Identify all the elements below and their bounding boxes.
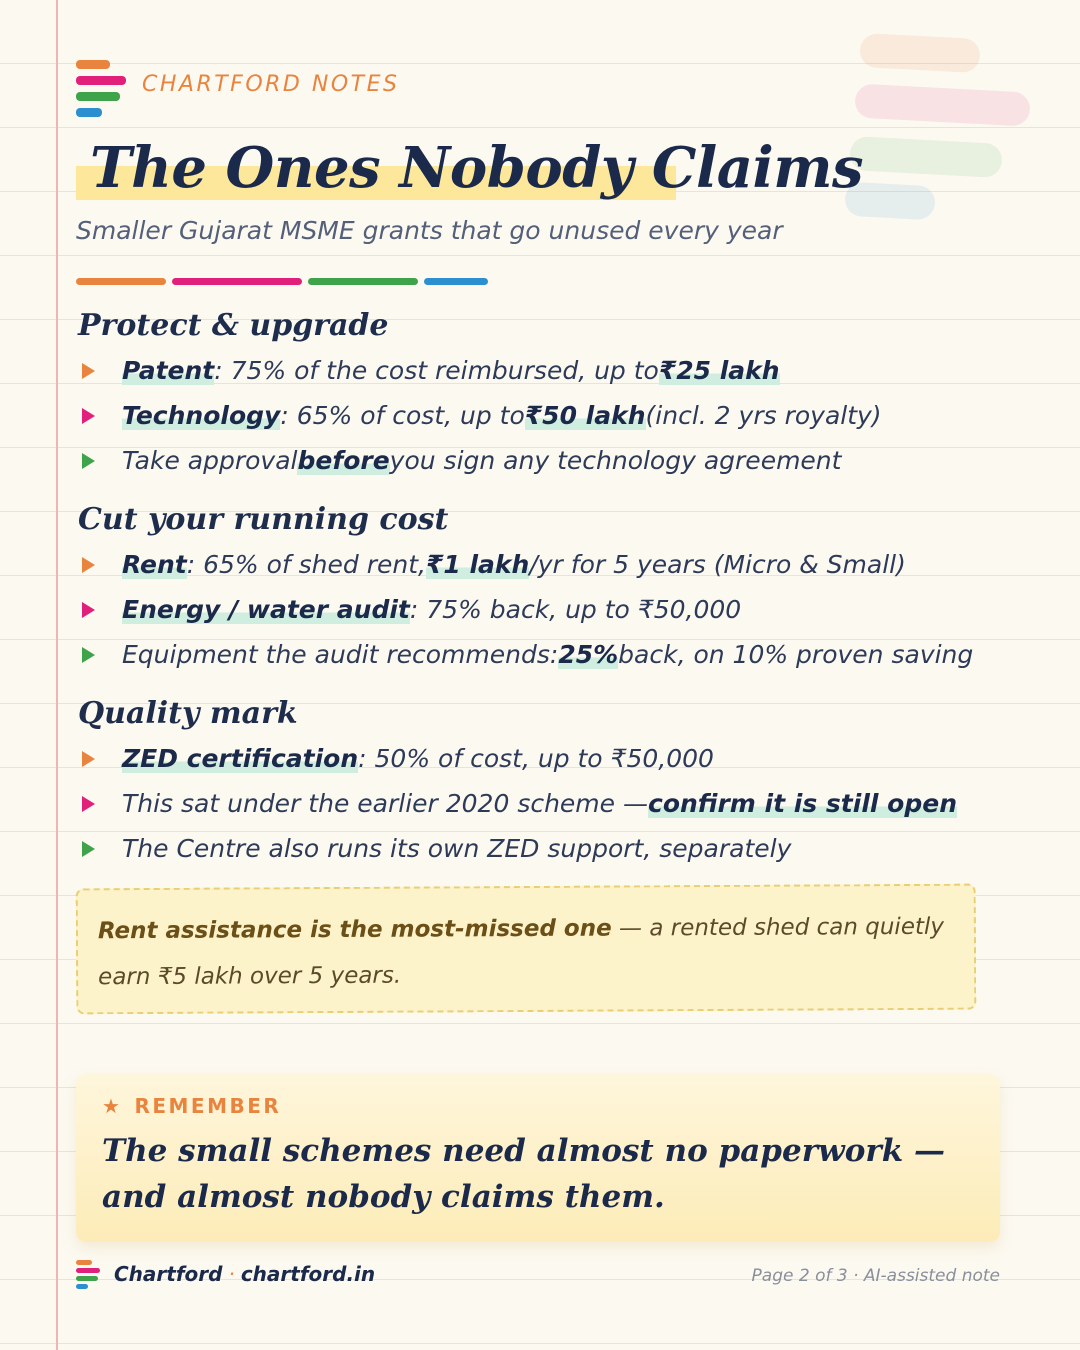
item-text: back, on 10% proven saving	[618, 640, 974, 669]
list-item	[78, 632, 1038, 677]
section-running-cost	[78, 502, 1038, 677]
page-title: The Ones Nobody Claims	[90, 135, 864, 201]
item-emphasis: before	[297, 446, 390, 475]
brand-label: CHARTFORD NOTES	[142, 72, 400, 97]
item-emphasis: confirm it is still open	[648, 789, 957, 818]
list-item	[78, 587, 1038, 632]
footer-brand	[114, 1262, 375, 1286]
bullet-triangle-icon	[82, 796, 95, 812]
item-text: : 75% back, up to ₹50,000	[409, 595, 742, 624]
bullet-triangle-icon	[82, 453, 95, 469]
item-text: This sat under the earlier 2020 scheme —	[122, 789, 648, 818]
footer-site-link[interactable]: chartford.in	[240, 1262, 376, 1286]
item-text: (incl. 2 yrs royalty)	[645, 401, 882, 430]
item-amount: ₹50 lakh	[524, 401, 646, 430]
margin-line	[56, 0, 58, 1350]
section-title: Cut your running cost	[78, 502, 449, 537]
star-icon: ★	[102, 1094, 123, 1118]
bullet-triangle-icon	[82, 408, 95, 424]
section-protect-upgrade	[78, 308, 1038, 483]
bullet-triangle-icon	[82, 363, 95, 379]
list-item	[78, 781, 1038, 826]
item-amount: 25%	[558, 640, 619, 669]
list-item	[78, 393, 1038, 438]
color-divider	[76, 278, 496, 286]
page-indicator: Page 2 of 3 · AI-assisted note	[751, 1266, 1000, 1286]
bullet-triangle-icon	[82, 602, 95, 618]
list-item	[78, 348, 1038, 393]
remember-label: REMEMBER	[134, 1094, 282, 1118]
callout-text: — a rented shed can quietly earn ₹5 lakh over 5 years.	[98, 913, 945, 991]
item-amount: ₹25 lakh	[658, 356, 780, 385]
footer-separator: ·	[228, 1262, 235, 1286]
section-title: Protect & upgrade	[78, 308, 389, 343]
list-item	[78, 826, 1038, 871]
page-subtitle: Smaller Gujarat MSME grants that go unused every year	[76, 216, 783, 245]
item-text: : 65% of shed rent,	[186, 550, 426, 579]
logo-icon	[76, 60, 128, 120]
bullet-triangle-icon	[82, 751, 95, 767]
bullet-triangle-icon	[82, 557, 95, 573]
item-text: : 65% of cost, up to	[280, 401, 525, 430]
bullet-triangle-icon	[82, 647, 95, 663]
remember-header	[102, 1090, 974, 1122]
item-term: Rent	[122, 550, 187, 579]
item-text: : 50% of cost, up to ₹50,000	[358, 744, 714, 773]
item-term: Technology	[122, 401, 281, 430]
callout-note	[76, 884, 977, 1015]
list-item	[78, 542, 1038, 587]
item-text: you sign any technology agreement	[389, 446, 842, 475]
remember-text: The small schemes need almost no paperwork — and almost nobody claims them.	[102, 1133, 945, 1215]
footer-brand-name: Chartford	[114, 1262, 223, 1286]
item-amount: ₹1 lakh	[425, 550, 530, 579]
item-text: /yr for 5 years (Micro & Small)	[529, 550, 906, 579]
bullet-triangle-icon	[82, 841, 95, 857]
item-term: ZED certification	[122, 744, 359, 773]
callout-bold: Rent assistance is the most-missed one	[97, 915, 612, 945]
item-text: Take approval	[122, 446, 298, 475]
item-text: : 75% of the cost reimbursed, up to	[214, 356, 659, 385]
title-block	[76, 128, 863, 208]
item-term: Patent	[122, 356, 215, 385]
footer-logo-icon	[76, 1260, 102, 1294]
section-title: Quality mark	[78, 696, 298, 731]
list-item	[78, 438, 1038, 483]
section-quality-mark	[78, 696, 1038, 871]
list-item	[78, 736, 1038, 781]
item-text: The Centre also runs its own ZED support, separately	[122, 834, 792, 863]
item-term: Energy / water audit	[122, 595, 410, 624]
item-text: Equipment the audit recommends:	[122, 640, 559, 669]
remember-card	[76, 1074, 1000, 1242]
